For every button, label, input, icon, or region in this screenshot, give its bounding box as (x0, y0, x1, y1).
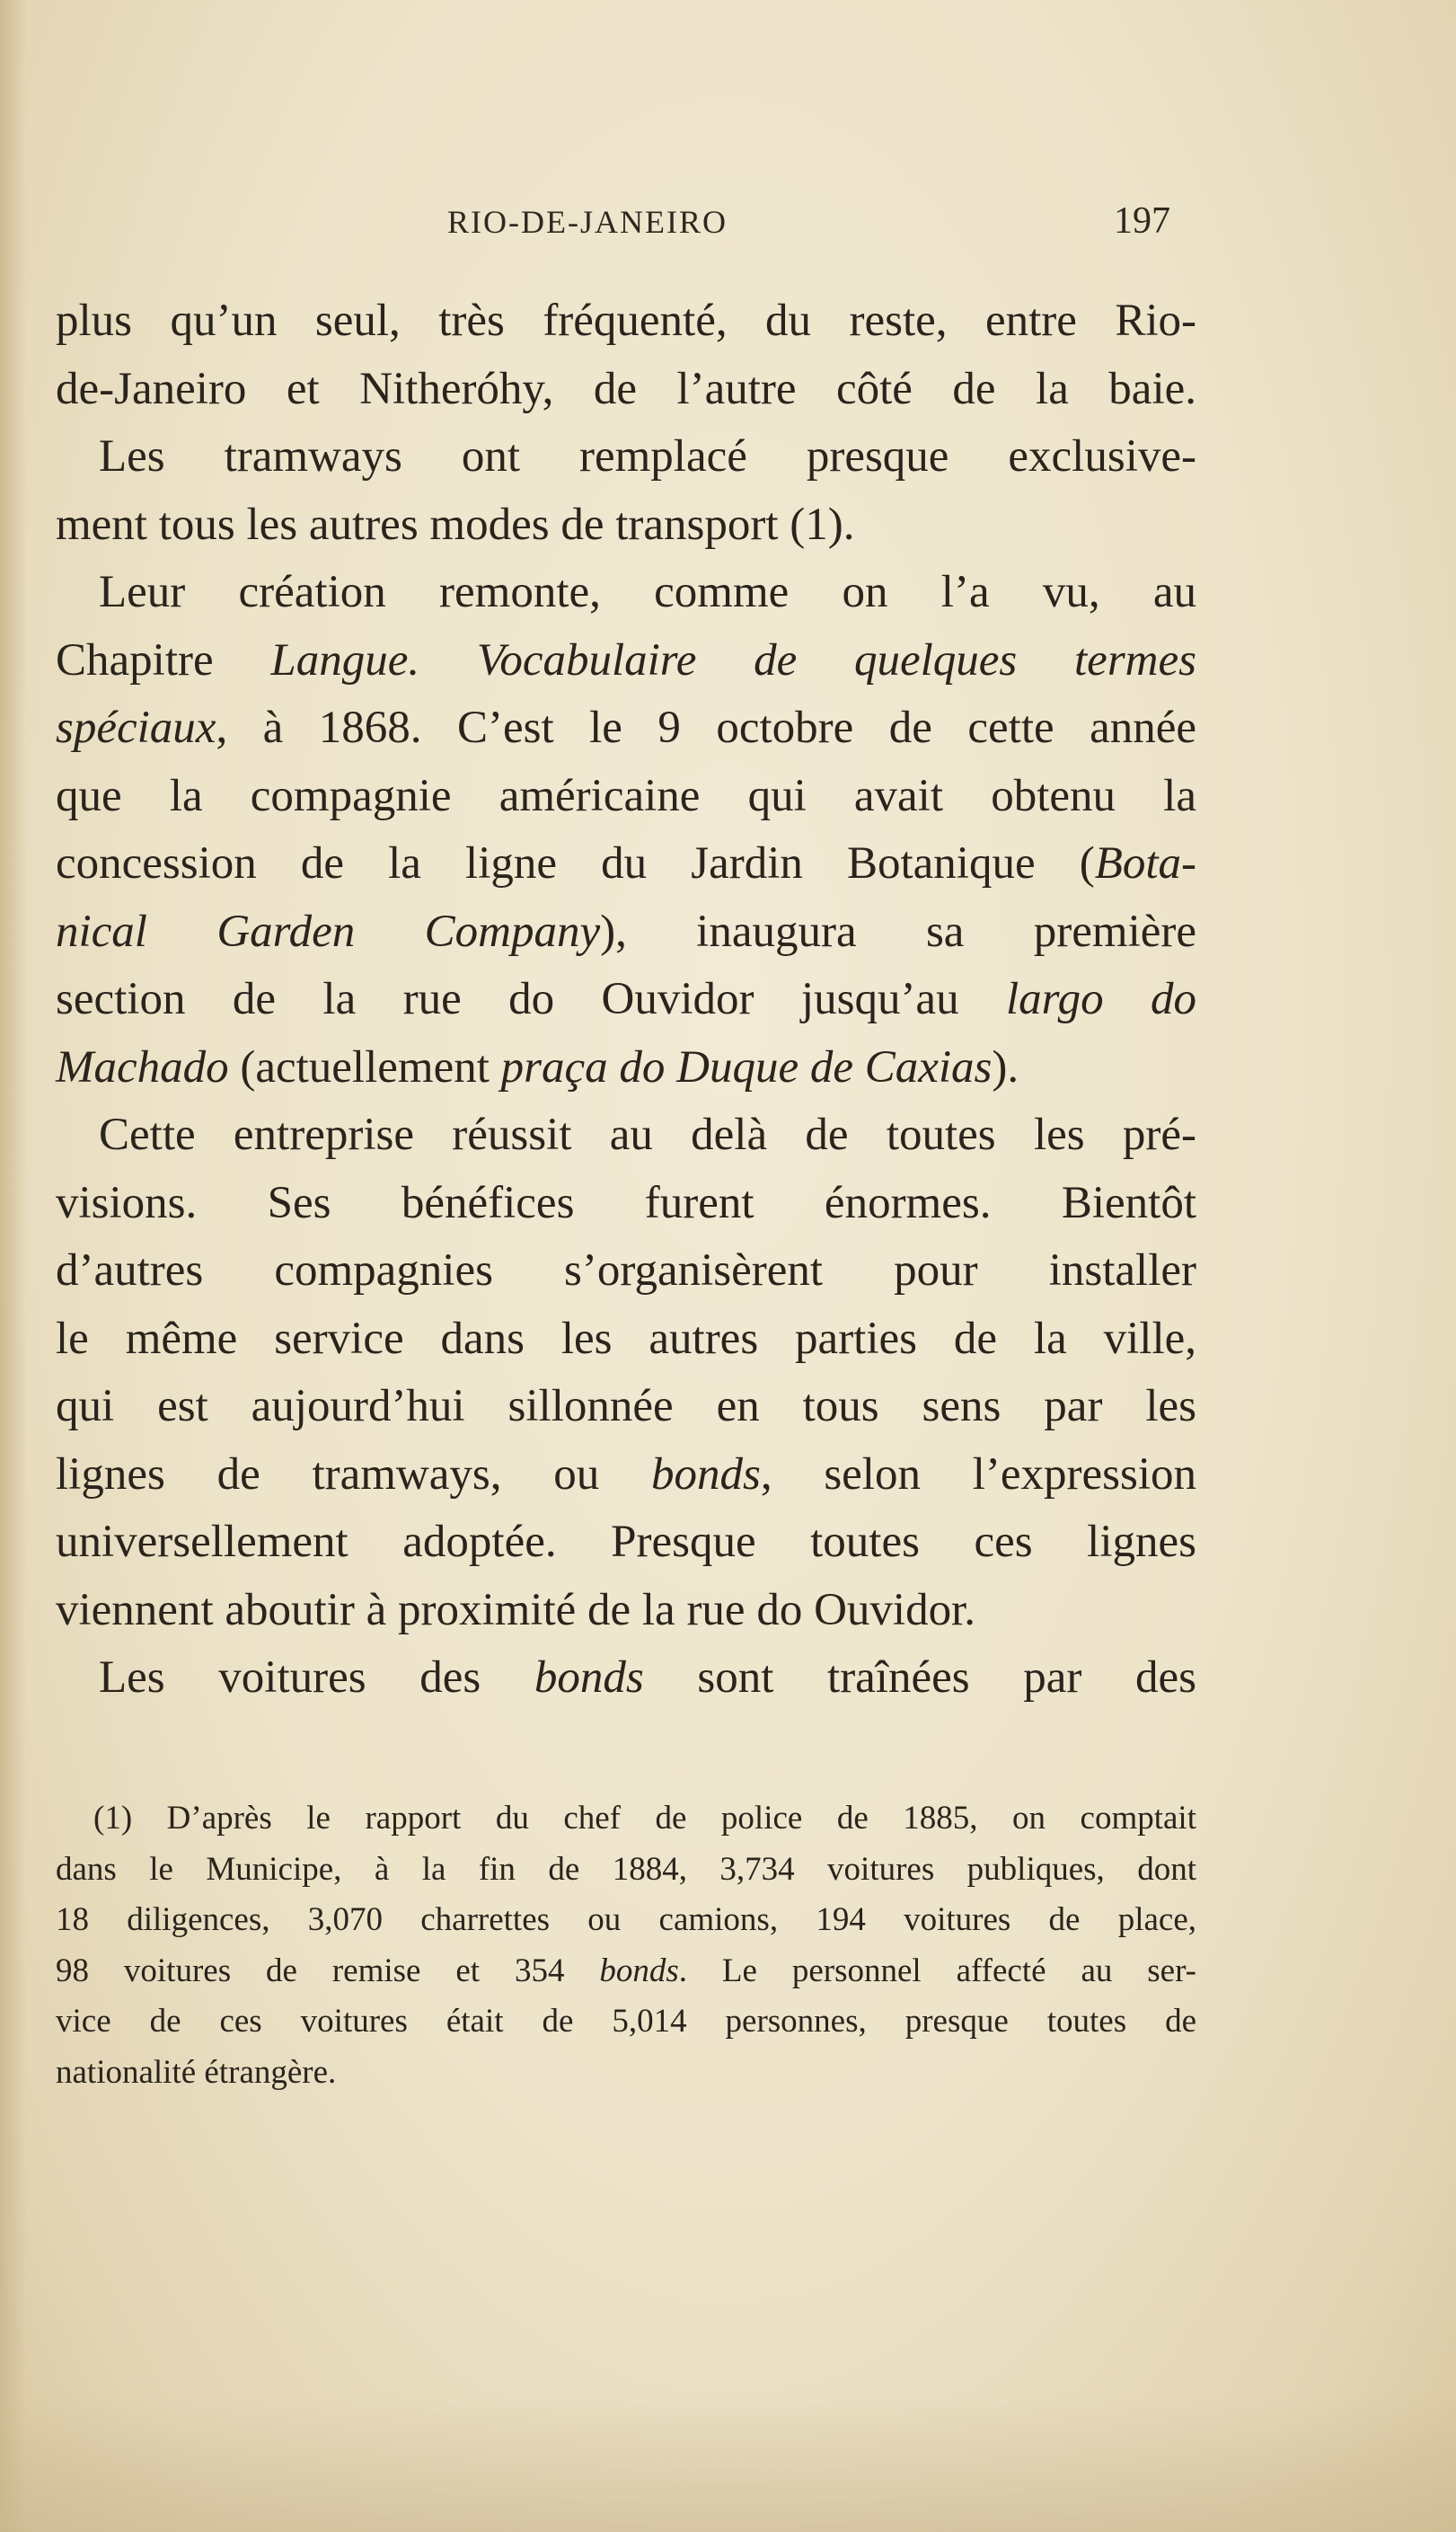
text-line: viennent aboutir à proximité de la rue do Ouvidor. (56, 1584, 975, 1635)
page-number: 197 (1114, 200, 1170, 242)
text-line (56, 1034, 1196, 1102)
italic-span: bonds (599, 1952, 679, 1989)
text-line: que la compagnie américaine qui avait obtenu la (56, 770, 1196, 821)
text-span: section de la rue do Ouvidor jusqu’au (56, 974, 1006, 1024)
text-span: Les voitures des (99, 1652, 534, 1703)
page-bottom-stain (0, 2397, 1456, 2532)
text-span: (actuellement (228, 1041, 501, 1093)
text-line: plus qu’un seul, très fréquenté, du reste, entre Rio- (56, 296, 1196, 346)
text-line: visions. Ses bénéfices furent énormes. Bientôt (56, 1177, 1196, 1228)
footnote-line: vice de ces voitures était de 5,014 personnes, presque toutes de (56, 2003, 1196, 2040)
page-edge-shadow (0, 0, 27, 2532)
text-line (56, 899, 1196, 967)
text-line (56, 1441, 1196, 1509)
text-line (56, 627, 1196, 695)
footnote-line: nationalité étrangère. (56, 2053, 337, 2091)
italic-span: spéciaux (56, 703, 216, 753)
italic-span: Langue. Vocabulaire de quelques termes (270, 634, 1196, 686)
text-span: ). (992, 1041, 1019, 1093)
text-span: concession de la ligne du Jardin Botanique ( (56, 838, 1095, 889)
text-line: d’autres compagnies s’organisèrent pour installer (56, 1245, 1196, 1296)
text-span: Chapitre (56, 634, 271, 686)
footnote-line (56, 1946, 1196, 1997)
text-span: , selon l’expression (760, 1448, 1196, 1500)
italic-span: Machado (56, 1041, 229, 1093)
text-line: de-Janeiro et Nitheróhy, de l’autre côté de la baie. (56, 363, 1196, 414)
text-span: , à 1868. C’est le 9 octobre de cette année (216, 703, 1196, 753)
main-text (56, 288, 1196, 1713)
italic-span: praça do Duque de Caxias (500, 1041, 993, 1093)
italic-span: largo do (1005, 974, 1197, 1024)
text-line: Leur création remonte, comme on l’a vu, au (99, 567, 1196, 617)
text-line: le même service dans les autres parties de la ville, (56, 1313, 1196, 1364)
italic-span: Bota- (1094, 838, 1196, 889)
text-line: Les tramways ont remplacé presque exclusive- (99, 431, 1196, 482)
text-line: qui est aujourd’hui sillonnée en tous sens par les (56, 1381, 1196, 1431)
text-span: . Le personnel affecté au ser- (678, 1952, 1196, 1989)
italic-span: bonds (534, 1652, 644, 1703)
text-span: 98 voitures de remise et 354 (56, 1952, 600, 1989)
italic-span: bonds (650, 1448, 761, 1500)
text-line (56, 695, 1196, 763)
text-span: ), inaugura sa première (600, 906, 1197, 957)
text-line: ment tous les autres modes de transport (1). (56, 499, 855, 550)
text-line: Cette entreprise réussit au delà de toutes les pré- (99, 1110, 1196, 1160)
footnote-line: 18 diligences, 3,070 charrettes ou camions, 194 voitures de place, (56, 1901, 1196, 1938)
footnote-line: dans le Municipe, à la fin de 1884, 3,734 voitures publiques, dont (56, 1850, 1196, 1888)
text-line (56, 1644, 1196, 1713)
text-line (56, 830, 1196, 899)
italic-span: nical Garden Company (56, 906, 601, 957)
text-line (56, 966, 1196, 1034)
text-span: lignes de tramways, ou (56, 1448, 651, 1500)
footnote (56, 1793, 1196, 2098)
running-title: RIO-DE-JANEIRO (447, 204, 728, 240)
text-line: universellement adoptée. Presque toutes ces lignes (56, 1517, 1196, 1567)
footnote-line: (1) D’après le rapport du chef de police de 1885, on comptait (93, 1800, 1196, 1837)
text-span: sont traînées par des (643, 1652, 1196, 1703)
